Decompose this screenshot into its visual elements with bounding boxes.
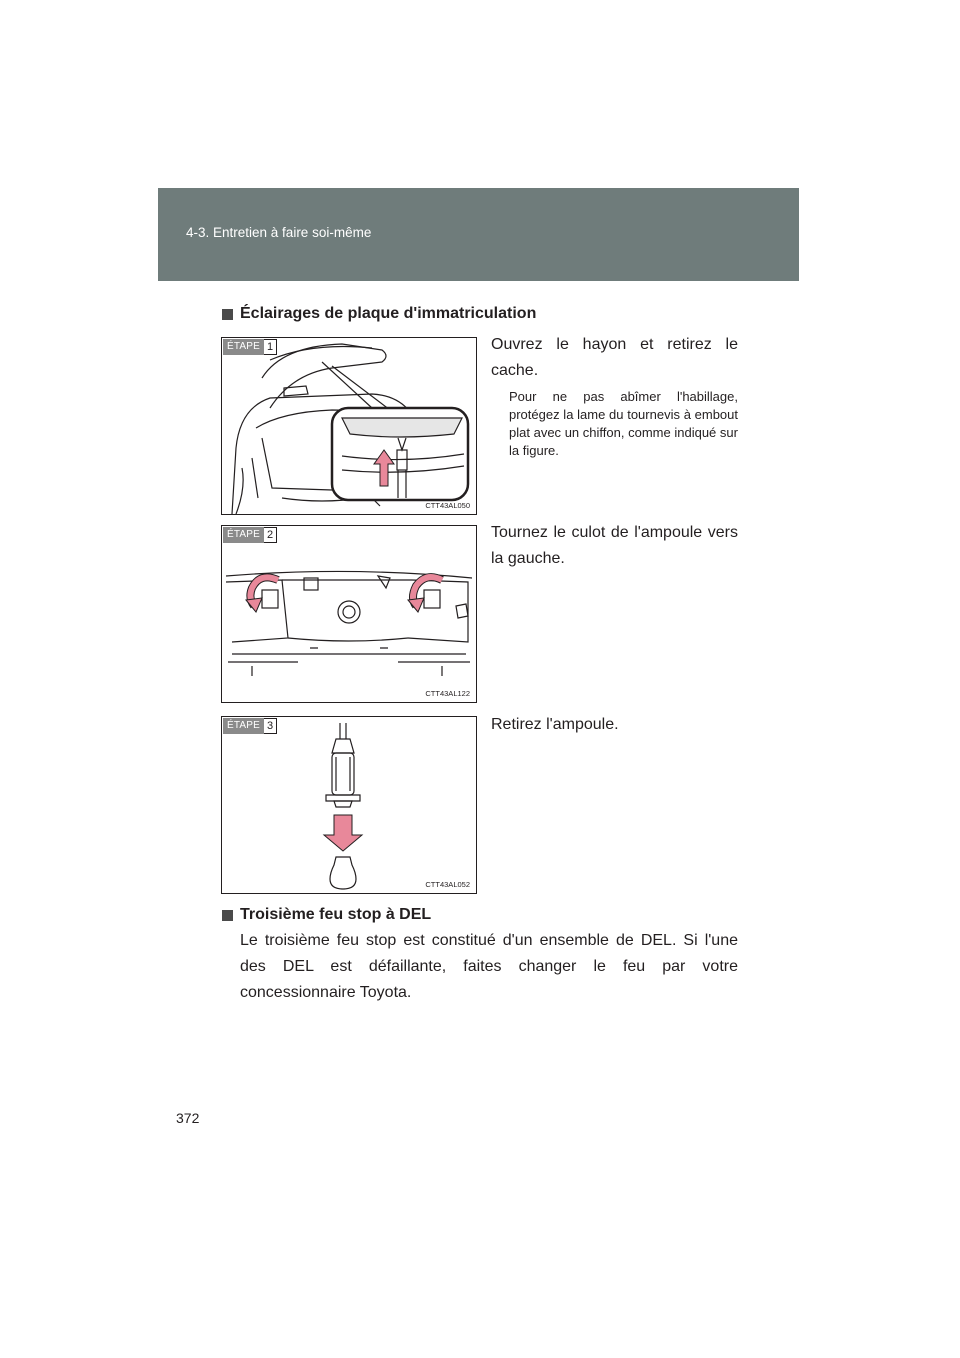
third-brake-light-description: Le troisième feu stop est constitué d'un ensemble de DEL. Si l'une des DEL est défaillante, faites changer le feu par votre concessionnaire Toyota. <box>240 932 738 1001</box>
step-badge <box>223 718 277 734</box>
figure-code: CTT43AL050 <box>425 501 470 510</box>
step-badge-label: ÉTAPE <box>223 339 264 355</box>
step-1-note: Pour ne pas abîmer l'habillage, protégez la lame du tournevis à embout plat avec un chiffon, comme indiqué sur la figure. <box>509 389 738 458</box>
figure-code: CTT43AL052 <box>425 880 470 889</box>
bulb-socket-turn-illustration <box>222 526 476 702</box>
step-badge-number: 3 <box>264 718 277 734</box>
figure-step-2 <box>221 525 477 703</box>
section-header-band <box>158 188 799 281</box>
tailgate-cover-illustration <box>222 338 476 514</box>
step-badge-number: 1 <box>264 339 277 355</box>
step-2-instruction: Tournez le culot de l'ampoule vers la gauche. <box>491 524 738 567</box>
step-badge-number: 2 <box>264 527 277 543</box>
bullet-square-icon <box>222 309 233 320</box>
figure-step-3 <box>221 716 477 894</box>
page-number: 372 <box>176 1110 200 1126</box>
section-title: 4-3. Entretien à faire soi-même <box>186 225 372 240</box>
step-badge-label: ÉTAPE <box>223 527 264 543</box>
figure-code: CTT43AL122 <box>425 689 470 698</box>
step-badge <box>223 527 277 543</box>
step-3-instruction: Retirez l'ampoule. <box>491 716 619 733</box>
bulb-removal-illustration <box>222 717 476 893</box>
section-heading-text: Éclairages de plaque d'immatriculation <box>240 305 537 322</box>
step-1-instruction: Ouvrez le hayon et retirez le cache. <box>491 336 738 379</box>
figure-step-1 <box>221 337 477 515</box>
step-badge-label: ÉTAPE <box>223 718 264 734</box>
bullet-square-icon <box>222 910 233 921</box>
section-heading-third-brake-light <box>222 906 431 924</box>
section-heading-text: Troisième feu stop à DEL <box>240 906 432 923</box>
section-heading-license-plate-lights <box>222 305 536 323</box>
step-badge <box>223 339 277 355</box>
